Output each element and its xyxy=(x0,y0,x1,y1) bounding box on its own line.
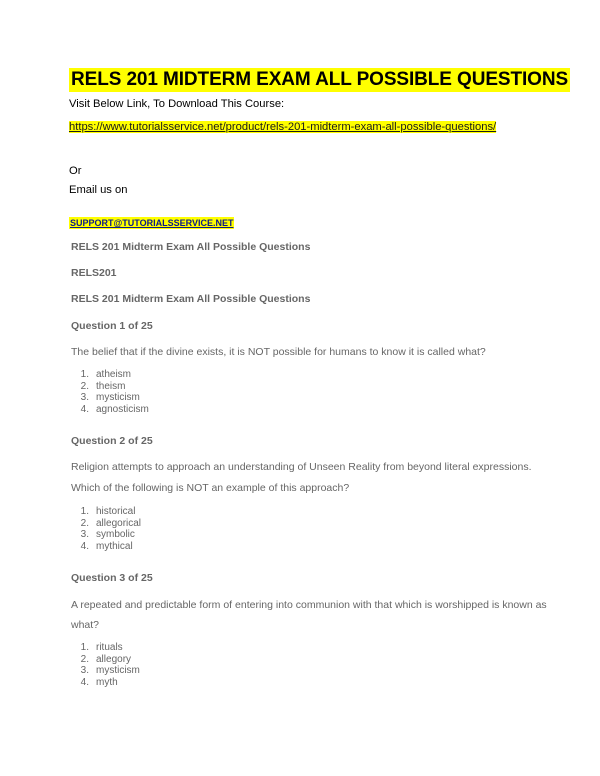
email-container xyxy=(69,213,234,231)
list-item: 2. allegory xyxy=(80,653,132,665)
or-text: Or xyxy=(69,165,82,177)
visit-text: Visit Below Link, To Download This Course: xyxy=(69,98,285,110)
list-item: 3. mysticism xyxy=(80,665,140,676)
email-label: Email us on xyxy=(69,184,128,196)
question-1-label: Question 1 of 25 xyxy=(71,320,153,332)
list-item: 2. allegorical xyxy=(80,517,142,529)
exam-heading-2: RELS 201 Midterm Exam All Possible Questions xyxy=(71,293,311,305)
list-item: 4. myth xyxy=(80,676,118,688)
list-item: 1. rituals xyxy=(80,642,123,653)
question-1-options xyxy=(75,369,149,415)
question-3-text-line-2: what? xyxy=(71,619,100,631)
question-2-text-line-2: Which of the following is NOT an example of this approach? xyxy=(71,482,350,494)
list-item: 3. mysticism xyxy=(80,392,140,403)
question-2-label: Question 2 of 25 xyxy=(71,435,153,447)
question-3-text-line-1: A repeated and predictable form of entering into communion with that which is worshipped is known as xyxy=(71,599,547,611)
list-item: 2. theism xyxy=(80,380,126,392)
course-link-url[interactable]: https://www.tutorialsservice.net/product/rels-201-midterm-exam-all-possible-questions/ xyxy=(69,121,497,133)
course-link[interactable] xyxy=(69,121,496,133)
question-2-text-line-1: Religion attempts to approach an understanding of Unseen Reality from beyond literal expressions. xyxy=(71,461,532,473)
list-item: 4. agnosticism xyxy=(80,403,149,415)
list-item: 4. mythical xyxy=(80,540,133,552)
question-2-options xyxy=(75,506,141,552)
question-1-text: The belief that if the divine exists, it is NOT possible for humans to know it is called what? xyxy=(71,346,486,358)
email-link[interactable]: SUPPORT@TUTORIALSSERVICE.NET xyxy=(70,218,234,228)
question-3-options xyxy=(75,642,140,688)
list-item: 1. atheism xyxy=(80,369,132,380)
course-code-heading: RELS201 xyxy=(71,267,117,279)
exam-heading-1: RELS 201 Midterm Exam All Possible Questions xyxy=(71,241,311,253)
list-item: 1. historical xyxy=(80,506,136,517)
question-3-label: Question 3 of 25 xyxy=(71,572,153,584)
document-title: RELS 201 MIDTERM EXAM ALL POSSIBLE QUESTIONS xyxy=(71,69,569,90)
list-item: 3. symbolic xyxy=(80,529,135,540)
